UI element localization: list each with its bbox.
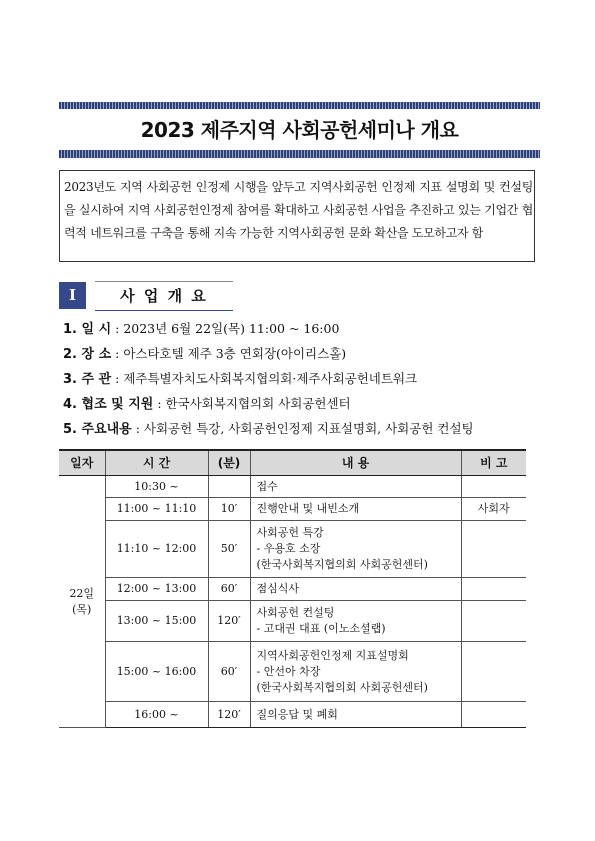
minutes-cell xyxy=(208,476,250,498)
info-key: 1. 일 시 xyxy=(63,322,112,337)
minutes-cell: 60′ xyxy=(208,578,250,601)
schedule-table xyxy=(59,449,526,728)
time-cell: 16:00 ~ xyxy=(105,702,208,728)
time-cell: 11:10 ~ 12:00 xyxy=(105,521,208,578)
info-value: : 한국사회복지협의회 사회공헌센터 xyxy=(153,396,351,411)
time-cell: 15:00 ~ 16:00 xyxy=(105,642,208,702)
content-cell: 지역사회공헌인정제 지표설명회 - 안선아 차장 (한국사회복지협의회 사회공헌센터) xyxy=(250,642,461,702)
note-cell xyxy=(461,578,526,601)
time-cell: 12:00 ~ 13:00 xyxy=(105,578,208,601)
table-row xyxy=(59,642,526,702)
note-cell xyxy=(461,521,526,578)
header-time: 시 간 xyxy=(105,450,208,476)
note-cell xyxy=(461,601,526,642)
note-cell xyxy=(461,642,526,702)
title-band-top xyxy=(59,102,540,109)
table-row xyxy=(59,498,526,521)
info-value: : 2023년 6월 22일(목) 11:00 ~ 16:00 xyxy=(111,321,340,336)
title-band-bottom xyxy=(59,150,540,158)
header-content: 내 용 xyxy=(250,450,461,476)
summary-box: 2023년도 지역 사회공헌 인정제 시행을 앞두고 지역사회공헌 인정제 지표 설명회 및 컨설팅을 실시하여 지역 사회공헌인정제 참여를 확대하고 사회공헌 사업을 추진하고 있는 기업간 협력적 네트워크를 구축을 통해 지속 가능한 지역사회공헌 문화 확산을 도모하고자 함 xyxy=(59,170,535,262)
section-title: 사 업 개 요 xyxy=(95,281,233,311)
content-cell: 사회공헌 컨설팅 - 고대권 대표 (이노소셜랩) xyxy=(250,601,461,642)
minutes-cell: 60′ xyxy=(208,642,250,702)
content-cell: 접수 xyxy=(250,476,461,498)
info-key: 5. 주요내용 xyxy=(63,422,132,437)
table-row xyxy=(59,702,526,728)
info-item-support xyxy=(63,395,351,414)
minutes-cell: 120′ xyxy=(208,702,250,728)
header-date: 일자 xyxy=(59,450,105,476)
note-cell: 사회자 xyxy=(461,498,526,521)
table-row xyxy=(59,476,526,498)
note-cell xyxy=(461,702,526,728)
page-title: 2023 제주지역 사회공헌세미나 개요 xyxy=(140,118,459,142)
table-row xyxy=(59,521,526,578)
note-cell xyxy=(461,476,526,498)
info-value: : 아스타호텔 제주 3층 연회장(아이리스홀) xyxy=(111,346,347,361)
content-cell: 진행안내 및 내빈소개 xyxy=(250,498,461,521)
info-item-venue xyxy=(63,345,346,364)
time-cell: 13:00 ~ 15:00 xyxy=(105,601,208,642)
info-key: 2. 장 소 xyxy=(63,347,112,362)
table-row xyxy=(59,601,526,642)
table-row xyxy=(59,578,526,601)
time-cell: 11:00 ~ 11:10 xyxy=(105,498,208,521)
table-header-row xyxy=(59,450,526,476)
header-minutes: (분) xyxy=(208,450,250,476)
info-value: : 제주특별자치도사회복지협의회·제주사회공헌네트워크 xyxy=(111,371,418,386)
minutes-cell: 120′ xyxy=(208,601,250,642)
content-cell: 질의응답 및 폐회 xyxy=(250,702,461,728)
section-number: I xyxy=(59,282,86,309)
content-cell: 사회공헌 특강 - 우용호 소장 (한국사회복지협의회 사회공헌센터) xyxy=(250,521,461,578)
content-cell: 점심식사 xyxy=(250,578,461,601)
minutes-cell: 50′ xyxy=(208,521,250,578)
info-value: : 사회공헌 특강, 사회공헌인정제 지표설명회, 사회공헌 컨설팅 xyxy=(131,421,474,436)
info-item-datetime xyxy=(63,320,339,339)
time-cell: 10:30 ~ xyxy=(105,476,208,498)
header-note: 비 고 xyxy=(461,450,526,476)
info-key: 3. 주 관 xyxy=(63,372,112,387)
date-cell: 22일 (목) xyxy=(59,476,105,728)
info-item-contents xyxy=(63,420,474,439)
minutes-cell: 10′ xyxy=(208,498,250,521)
info-item-host xyxy=(63,370,417,389)
info-key: 4. 협조 및 지원 xyxy=(63,397,154,412)
